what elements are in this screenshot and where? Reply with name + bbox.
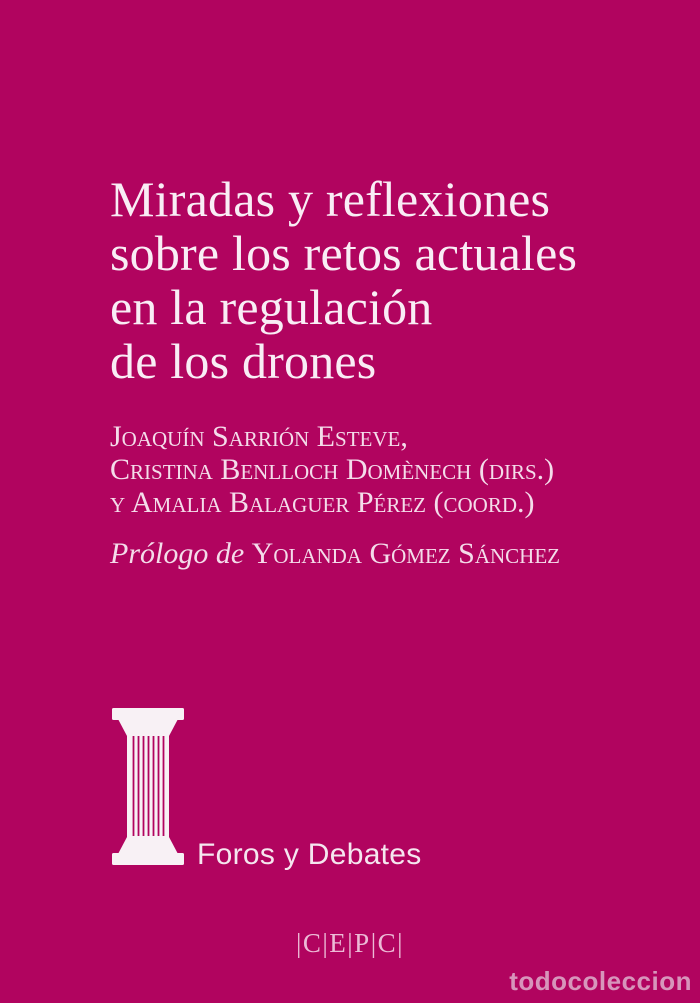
author-line: Joaquín Sarrión Esteve, — [110, 420, 408, 453]
prologue-author: Yolanda Gómez Sánchez — [251, 537, 560, 570]
book-title-line: Miradas y reflexiones — [110, 171, 551, 227]
series-name: Foros y Debates — [197, 838, 422, 871]
book-title-line: de los drones — [110, 333, 377, 389]
author-line: Cristina Benlloch Domènech (dirs.) — [110, 453, 555, 486]
author-line: y Amalia Balaguer Pérez (coord.) — [110, 486, 535, 519]
cepc-publisher-logo: |C|E|P|C| — [295, 928, 405, 958]
book-title — [110, 172, 577, 388]
prologue — [110, 537, 560, 570]
book-title-line: sobre los retos actuales — [110, 225, 578, 281]
classical-column-icon — [112, 708, 184, 865]
authors — [110, 420, 554, 519]
book-title-line: en la regulación — [110, 279, 433, 335]
todocoleccion-watermark: todocoleccion — [509, 966, 692, 996]
prologue-prefix: Prólogo de — [110, 537, 252, 570]
